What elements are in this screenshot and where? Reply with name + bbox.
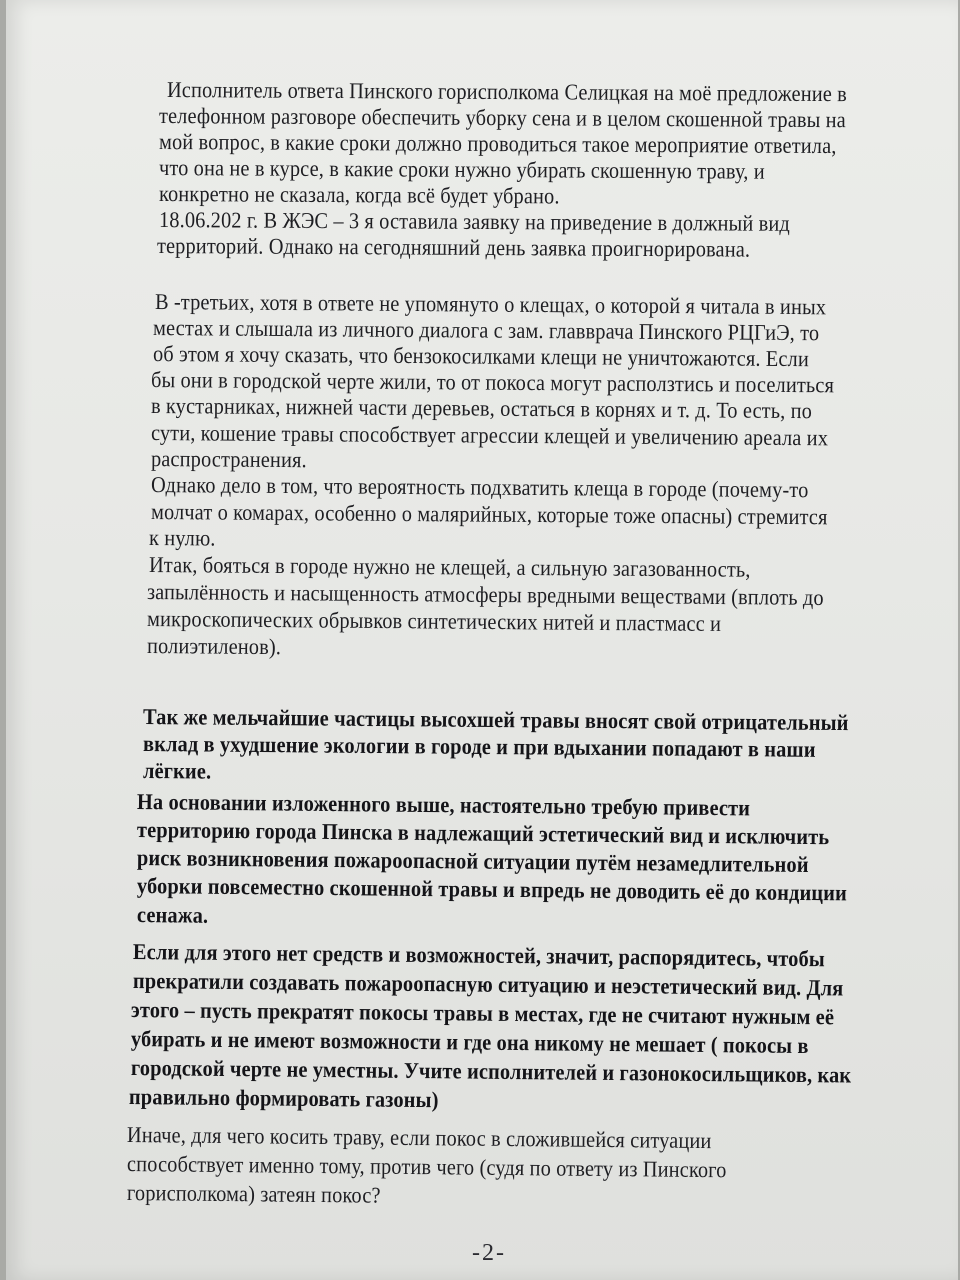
text-line: конкретно не сказала, когда всё будет убрано.: [158, 181, 560, 209]
text-line: правильно формировать газоны): [128, 1084, 439, 1113]
text-line: Исполнитель ответа Пинского горисполкома Селицкая на моё предложение в: [166, 77, 848, 107]
text-line: молчат о комарах, особенно о малярийных, которые тоже опасны) стремится: [150, 499, 828, 530]
text-line: телефонном разговоре обеспечить уборку сена и в целом скошенной травы на: [158, 103, 846, 133]
text-line: На основании изложенного выше, настоятельно требую привести: [136, 789, 751, 821]
text-line: городской черте не уместны. Учите исполнителей и газонокосильщиков, как: [130, 1055, 852, 1088]
text-line: распространения.: [150, 446, 307, 473]
text-line: этого – пусть прекратят покосы травы в местах, где не считают нужным её: [130, 997, 835, 1030]
text-line: местах и слышала из личного диалога с зам. главврача Пинского РЦГиЭ, то: [152, 315, 820, 346]
paper-sheet: [6, 0, 958, 1280]
text-line: Если для этого нет средств и возможностей, значит, распорядитесь, чтобы: [132, 939, 826, 972]
text-line: Иначе, для чего косить траву, если покос в сложившейся ситуации: [126, 1122, 712, 1154]
text-line: бы они в городской черте жили, то от покоса могут расползтись и поселиться: [150, 367, 835, 398]
text-line: горисполкома) затеян покос?: [126, 1180, 381, 1208]
text-line: к нулю.: [148, 525, 216, 551]
text-line: вклад в ухудшение экологии в городе и при вдыхании попадают в наши: [142, 731, 816, 762]
text-line: территорию города Пинска в надлежащий эстетический вид и исключить: [136, 817, 830, 850]
text-line: запылённость и насыщенность атмосферы вредными веществами (вплоть до: [146, 579, 824, 610]
text-line: убирать и не имеют возможности и где она никому не мешает ( покосы в: [130, 1026, 809, 1059]
text-line: территорий. Однако на сегодняшний день заявка проигнорирована.: [156, 233, 751, 262]
text-line: В -третьих, хотя в ответе не упомянуто о клещах, о которой я читала в иных: [154, 289, 827, 320]
text-line: риск возникновения пожароопасной ситуации путём незамедлительной: [136, 845, 809, 878]
page-number: -2-: [472, 1240, 506, 1266]
text-line: прекратили создавать пожароопасную ситуацию и неэстетический вид. Для: [132, 968, 844, 1001]
text-line: сенажа.: [136, 902, 209, 928]
text-line: микроскопических обрывков синтетических нитей и пластмасс и: [146, 606, 722, 637]
text-line: Так же мельчайшие частицы высохшей травы вносят свой отрицательный: [142, 704, 849, 736]
text-line: об этом я хочу сказать, что бензокосилками клещи не уничтожаются. Если: [152, 341, 810, 372]
text-line: полиэтиленов).: [146, 633, 282, 660]
text-line: способствует именно тому, против чего (судя по ответу из Пинского: [126, 1151, 727, 1183]
text-line: лёгкие.: [142, 758, 212, 784]
text-line: сути, кошение травы способствует агрессии клещей и увеличению ареала их: [150, 420, 829, 451]
text-line: Однако дело в том, что вероятность подхватить клеща в городе (почему-то: [150, 472, 809, 503]
text-line: Итак, бояться в городе нужно не клещей, а сильную загазованность,: [148, 552, 751, 582]
text-line: 18.06.202 г. В ЖЭС – 3 я оставила заявку на приведение в должный вид: [158, 207, 790, 236]
text-line: уборки повсеместно скошенной травы и впредь не доводить её до кондиции: [136, 873, 848, 906]
text-line: мой вопрос, в какие сроки должно проводиться такое мероприятие ответила,: [158, 129, 837, 159]
text-line: что она не в курсе, в какие сроки нужно убирать скошенную траву, и: [158, 155, 765, 184]
text-line: в кустарниках, нижней части деревьев, остаться в корнях и т. д. То есть, по: [150, 393, 813, 424]
